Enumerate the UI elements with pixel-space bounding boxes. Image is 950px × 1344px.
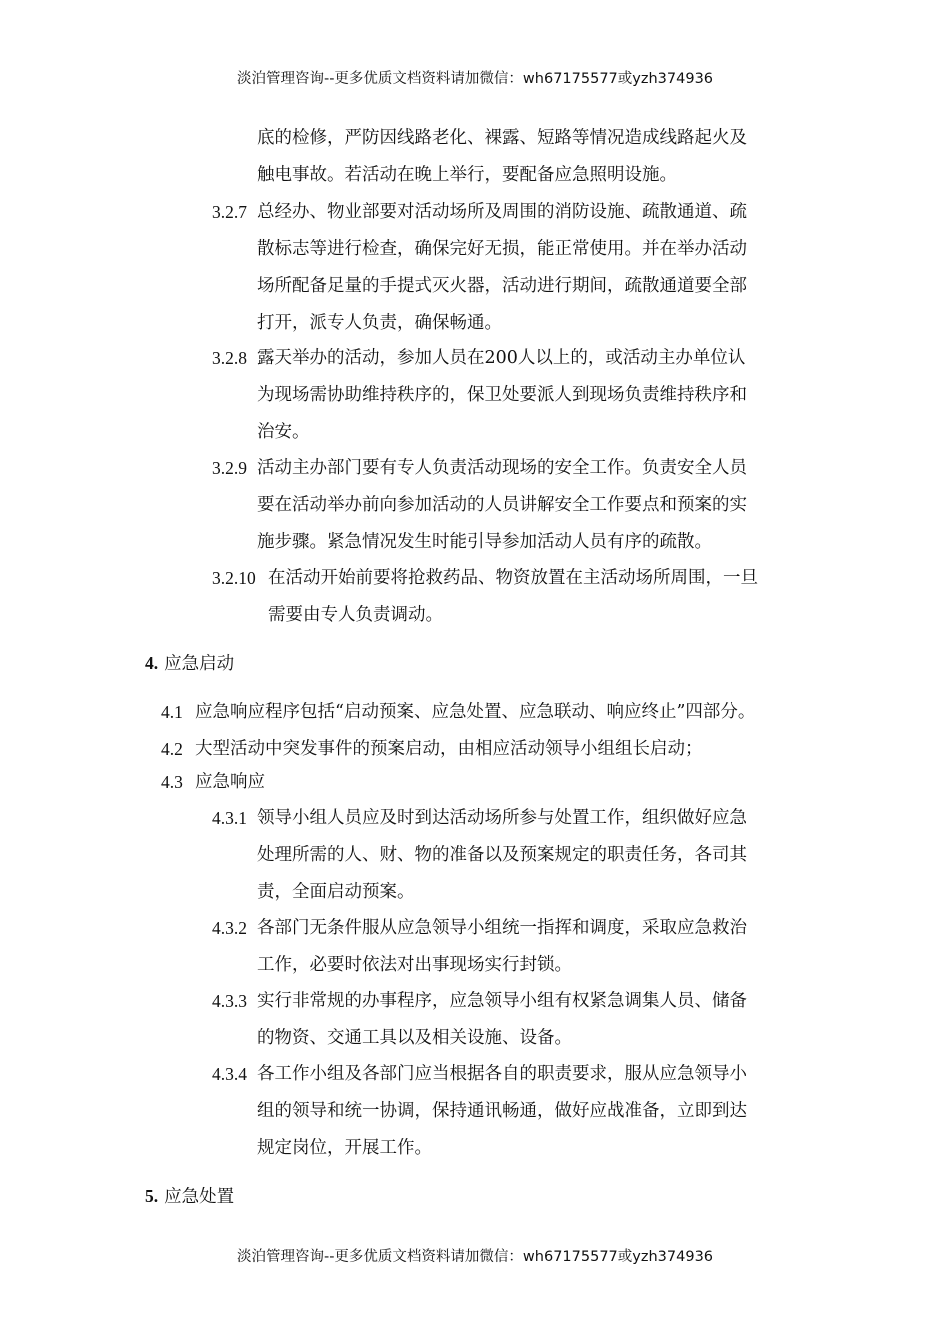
clause-number: 3.2.10 <box>212 568 256 588</box>
section-number: 5. <box>145 1186 159 1206</box>
clause-number: 3.2.7 <box>212 202 247 222</box>
paragraph-line: 散标志等进行检查，确保完好无损，能正常使用。并在举办活动 <box>257 239 747 259</box>
paragraph-line: 组的领导和统一协调，保持通讯畅通，做好应战准备，立即到达 <box>257 1101 747 1121</box>
paragraph-line: 领导小组人员应及时到达活动场所参与处置工作，组织做好应急 <box>257 808 747 828</box>
paragraph-line: 的物资、交通工具以及相关设施、设备。 <box>257 1028 572 1048</box>
clause-number: 4.3.1 <box>212 808 247 828</box>
paragraph-line: 责，全面启动预案。 <box>257 882 415 902</box>
clause-number: 4.3 <box>161 772 183 792</box>
clause-number: 4.3.2 <box>212 918 247 938</box>
paragraph-line: 场所配备足量的手提式灭火器，活动进行期间，疏散通道要全部 <box>257 276 747 296</box>
paragraph-line: 大型活动中突发事件的预案启动，由相应活动领导小组组长启动； <box>195 739 703 759</box>
page-footer: 淡泊管理咨询--更多优质文档资料请加微信：wh67175577或yzh374936 <box>236 1249 714 1265</box>
paragraph-line: 实行非常规的办事程序，应急领导小组有权紧急调集人员、储备 <box>257 991 747 1011</box>
section-title: 应急启动 <box>164 654 235 674</box>
paragraph-line: 在活动开始前要将抢救药品、物资放置在主活动场所周围，一旦 <box>268 568 758 588</box>
page-header: 淡泊管理咨询--更多优质文档资料请加微信：wh67175577或yzh374936 <box>236 71 714 87</box>
paragraph-line: 要在活动举办前向参加活动的人员讲解安全工作要点和预案的实 <box>257 495 747 515</box>
section-heading <box>145 1185 234 1208</box>
paragraph-line: 打开，派专人负责，确保畅通。 <box>257 313 502 333</box>
paragraph-line: 为现场需协助维持秩序的，保卫处要派人到现场负责维持秩序和 <box>257 385 747 405</box>
section-heading <box>145 652 234 675</box>
paragraph-line: 治安。 <box>257 422 310 442</box>
clause-number: 4.1 <box>161 702 183 722</box>
paragraph-line: 各部门无条件服从应急领导小组统一指挥和调度，采取应急救治 <box>257 918 747 938</box>
paragraph-line: 各工作小组及各部门应当根据各自的职责要求，服从应急领导小 <box>257 1064 747 1084</box>
paragraph-line: 规定岗位，开展工作。 <box>257 1138 432 1158</box>
paragraph-line: 应急响应程序包括“启动预案、应急处置、应急联动、响应终止”四部分。 <box>195 702 756 722</box>
clause-number: 3.2.8 <box>212 348 247 368</box>
clause-number: 4.3.4 <box>212 1064 247 1084</box>
clause-number: 4.2 <box>161 739 183 759</box>
section-title: 应急处置 <box>164 1187 235 1207</box>
paragraph-line: 总经办、物业部要对活动场所及周围的消防设施、疏散通道、疏 <box>257 202 747 222</box>
paragraph-line: 露天举办的活动，参加人员在200人以上的，或活动主办单位认 <box>257 348 746 368</box>
section-number: 4. <box>145 653 159 673</box>
paragraph-line: 需要由专人负责调动。 <box>268 605 443 625</box>
clause-number: 3.2.9 <box>212 458 247 478</box>
paragraph-line: 触电事故。若活动在晚上举行，要配备应急照明设施。 <box>257 165 677 185</box>
clause-number: 4.3.3 <box>212 991 247 1011</box>
paragraph-line: 应急响应 <box>195 772 265 792</box>
paragraph-line: 施步骤。紧急情况发生时能引导参加活动人员有序的疏散。 <box>257 532 712 552</box>
paragraph-line: 处理所需的人、财、物的准备以及预案规定的职责任务，各司其 <box>257 845 747 865</box>
paragraph-line: 工作，必要时依法对出事现场实行封锁。 <box>257 955 572 975</box>
paragraph-line: 活动主办部门要有专人负责活动现场的安全工作。负责安全人员 <box>257 458 747 478</box>
paragraph-line: 底的检修，严防因线路老化、裸露、短路等情况造成线路起火及 <box>257 128 747 148</box>
